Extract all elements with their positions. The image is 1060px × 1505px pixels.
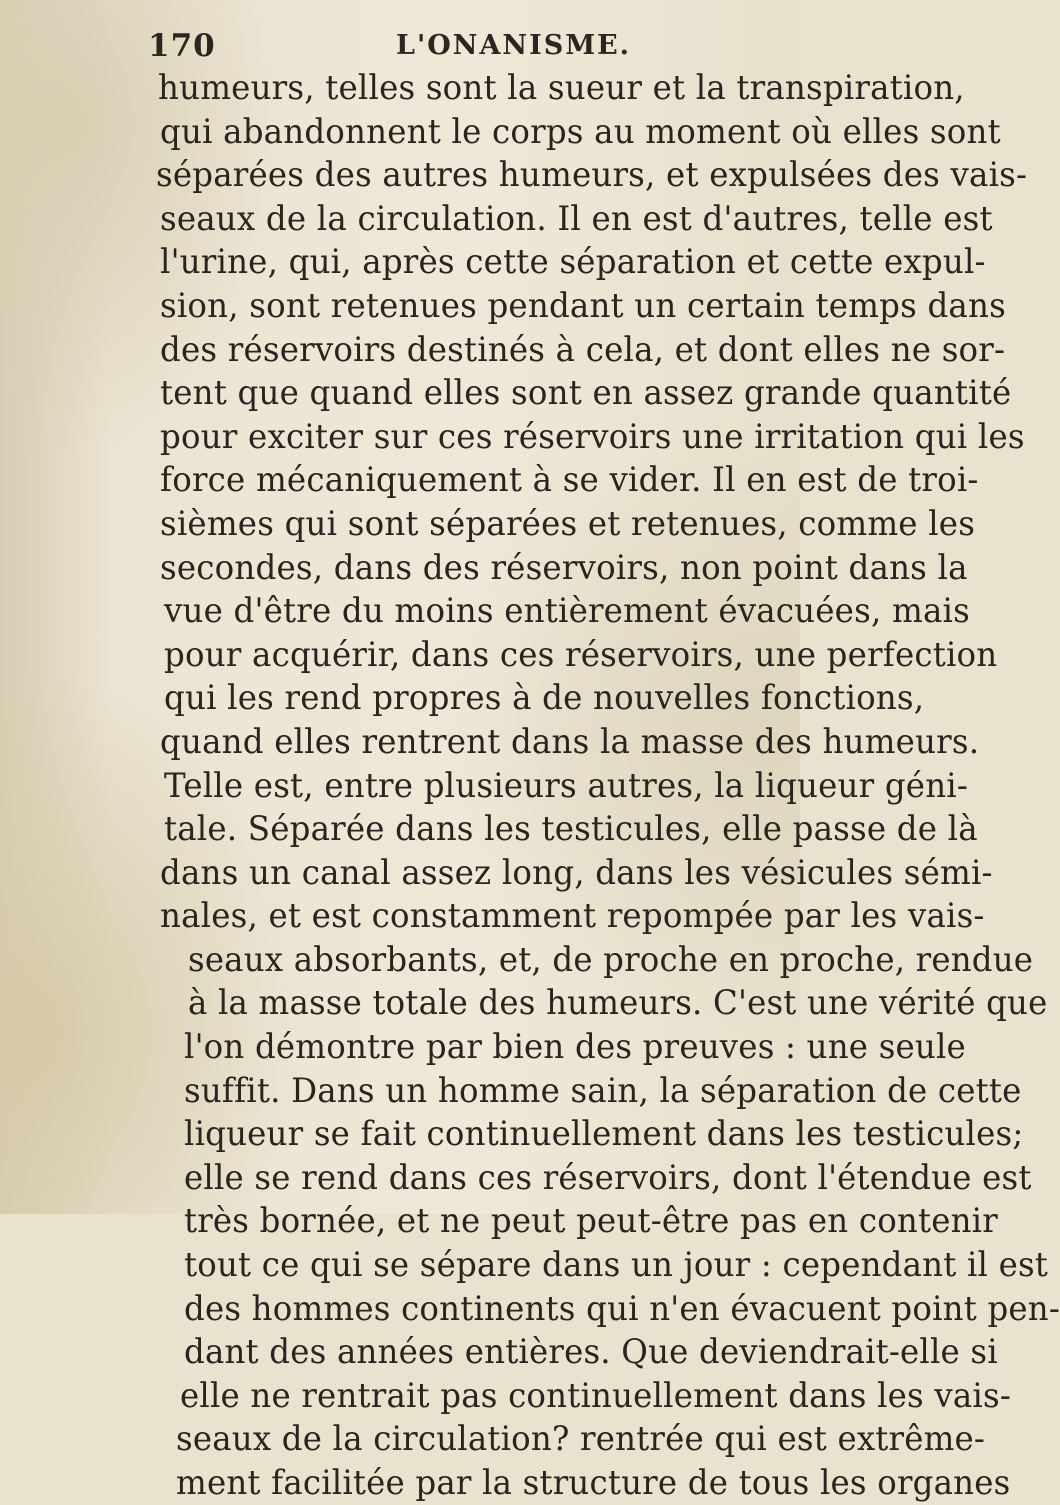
text-line: force mécaniquement à se vider. Il en est de troi-: [160, 460, 979, 500]
text-line: tale. Séparée dans les testicules, elle passe de là: [164, 809, 978, 849]
page-header: [148, 26, 768, 70]
text-line: dans un canal assez long, dans les vésicules sémi-: [160, 852, 993, 892]
body-text: [140, 66, 1060, 1505]
text-line: humeurs, telles sont la sueur et la transpiration,: [158, 68, 965, 107]
text-line: l'on démontre par bien des preuves : une seule: [184, 1027, 966, 1067]
text-line: qui abandonnent le corps au moment où elles sont: [160, 111, 1001, 151]
text-line: nales, et est constamment repompée par les vais-: [160, 896, 985, 936]
text-line: vue d'être du moins entièrement évacuées, mais: [164, 591, 970, 631]
text-line: ment facilitée par la structure de tous les organes: [176, 1463, 1011, 1502]
text-line: sion, sont retenues pendant un certain temps dans: [160, 285, 1006, 325]
page-number: 170: [148, 28, 216, 64]
text-line: secondes, dans des réservoirs, non point dans la: [160, 547, 968, 587]
text-line: des hommes continents qui n'en évacuent point pen-: [184, 1288, 1060, 1328]
text-line: l'urine, qui, après cette séparation et cette expul-: [160, 242, 986, 282]
text-line: des réservoirs destinés à cela, et dont elles ne sor-: [160, 329, 1006, 369]
text-line: pour acquérir, dans ces réservoirs, une perfection: [164, 634, 998, 674]
text-line: pour exciter sur ces réservoirs une irritation qui les: [160, 416, 1025, 456]
text-line: qui les rend propres à de nouvelles fonctions,: [164, 678, 925, 718]
text-line: à la masse totale des humeurs. C'est une vérité que: [188, 983, 1048, 1023]
text-line: seaux de la circulation. Il en est d'autres, telle est: [160, 198, 993, 238]
text-line: dant des années entières. Que deviendrait-elle si: [184, 1332, 998, 1372]
text-line: séparées des autres humeurs, et expulsées des vais-: [156, 155, 1028, 195]
text-line: sièmes qui sont séparées et retenues, comme les: [160, 503, 976, 543]
text-line: elle ne rentrait pas continuellement dans les vais-: [180, 1375, 1011, 1415]
running-head: L'ONANISME.: [396, 30, 632, 61]
text-line: quand elles rentrent dans la masse des humeurs.: [160, 721, 980, 761]
text-line: seaux de la circulation? rentrée qui est extrême-: [176, 1419, 986, 1459]
text-line: liqueur se fait continuellement dans les testicules;: [184, 1114, 1024, 1154]
text-line: tout ce qui se sépare dans un jour : cependant il est: [184, 1245, 1049, 1285]
text-line: Telle est, entre plusieurs autres, la liqueur géni-: [164, 765, 969, 805]
text-line: très bornée, et ne peut peut-être pas en contenir: [184, 1201, 998, 1241]
text-line: suffit. Dans un homme sain, la séparation de cette: [184, 1070, 1022, 1110]
text-line: elle se rend dans ces réservoirs, dont l'étendue est: [184, 1157, 1032, 1197]
text-line: seaux absorbants, et, de proche en proche, rendue: [188, 939, 1034, 979]
text-line: tent que quand elles sont en assez grande quantité: [160, 373, 1012, 413]
